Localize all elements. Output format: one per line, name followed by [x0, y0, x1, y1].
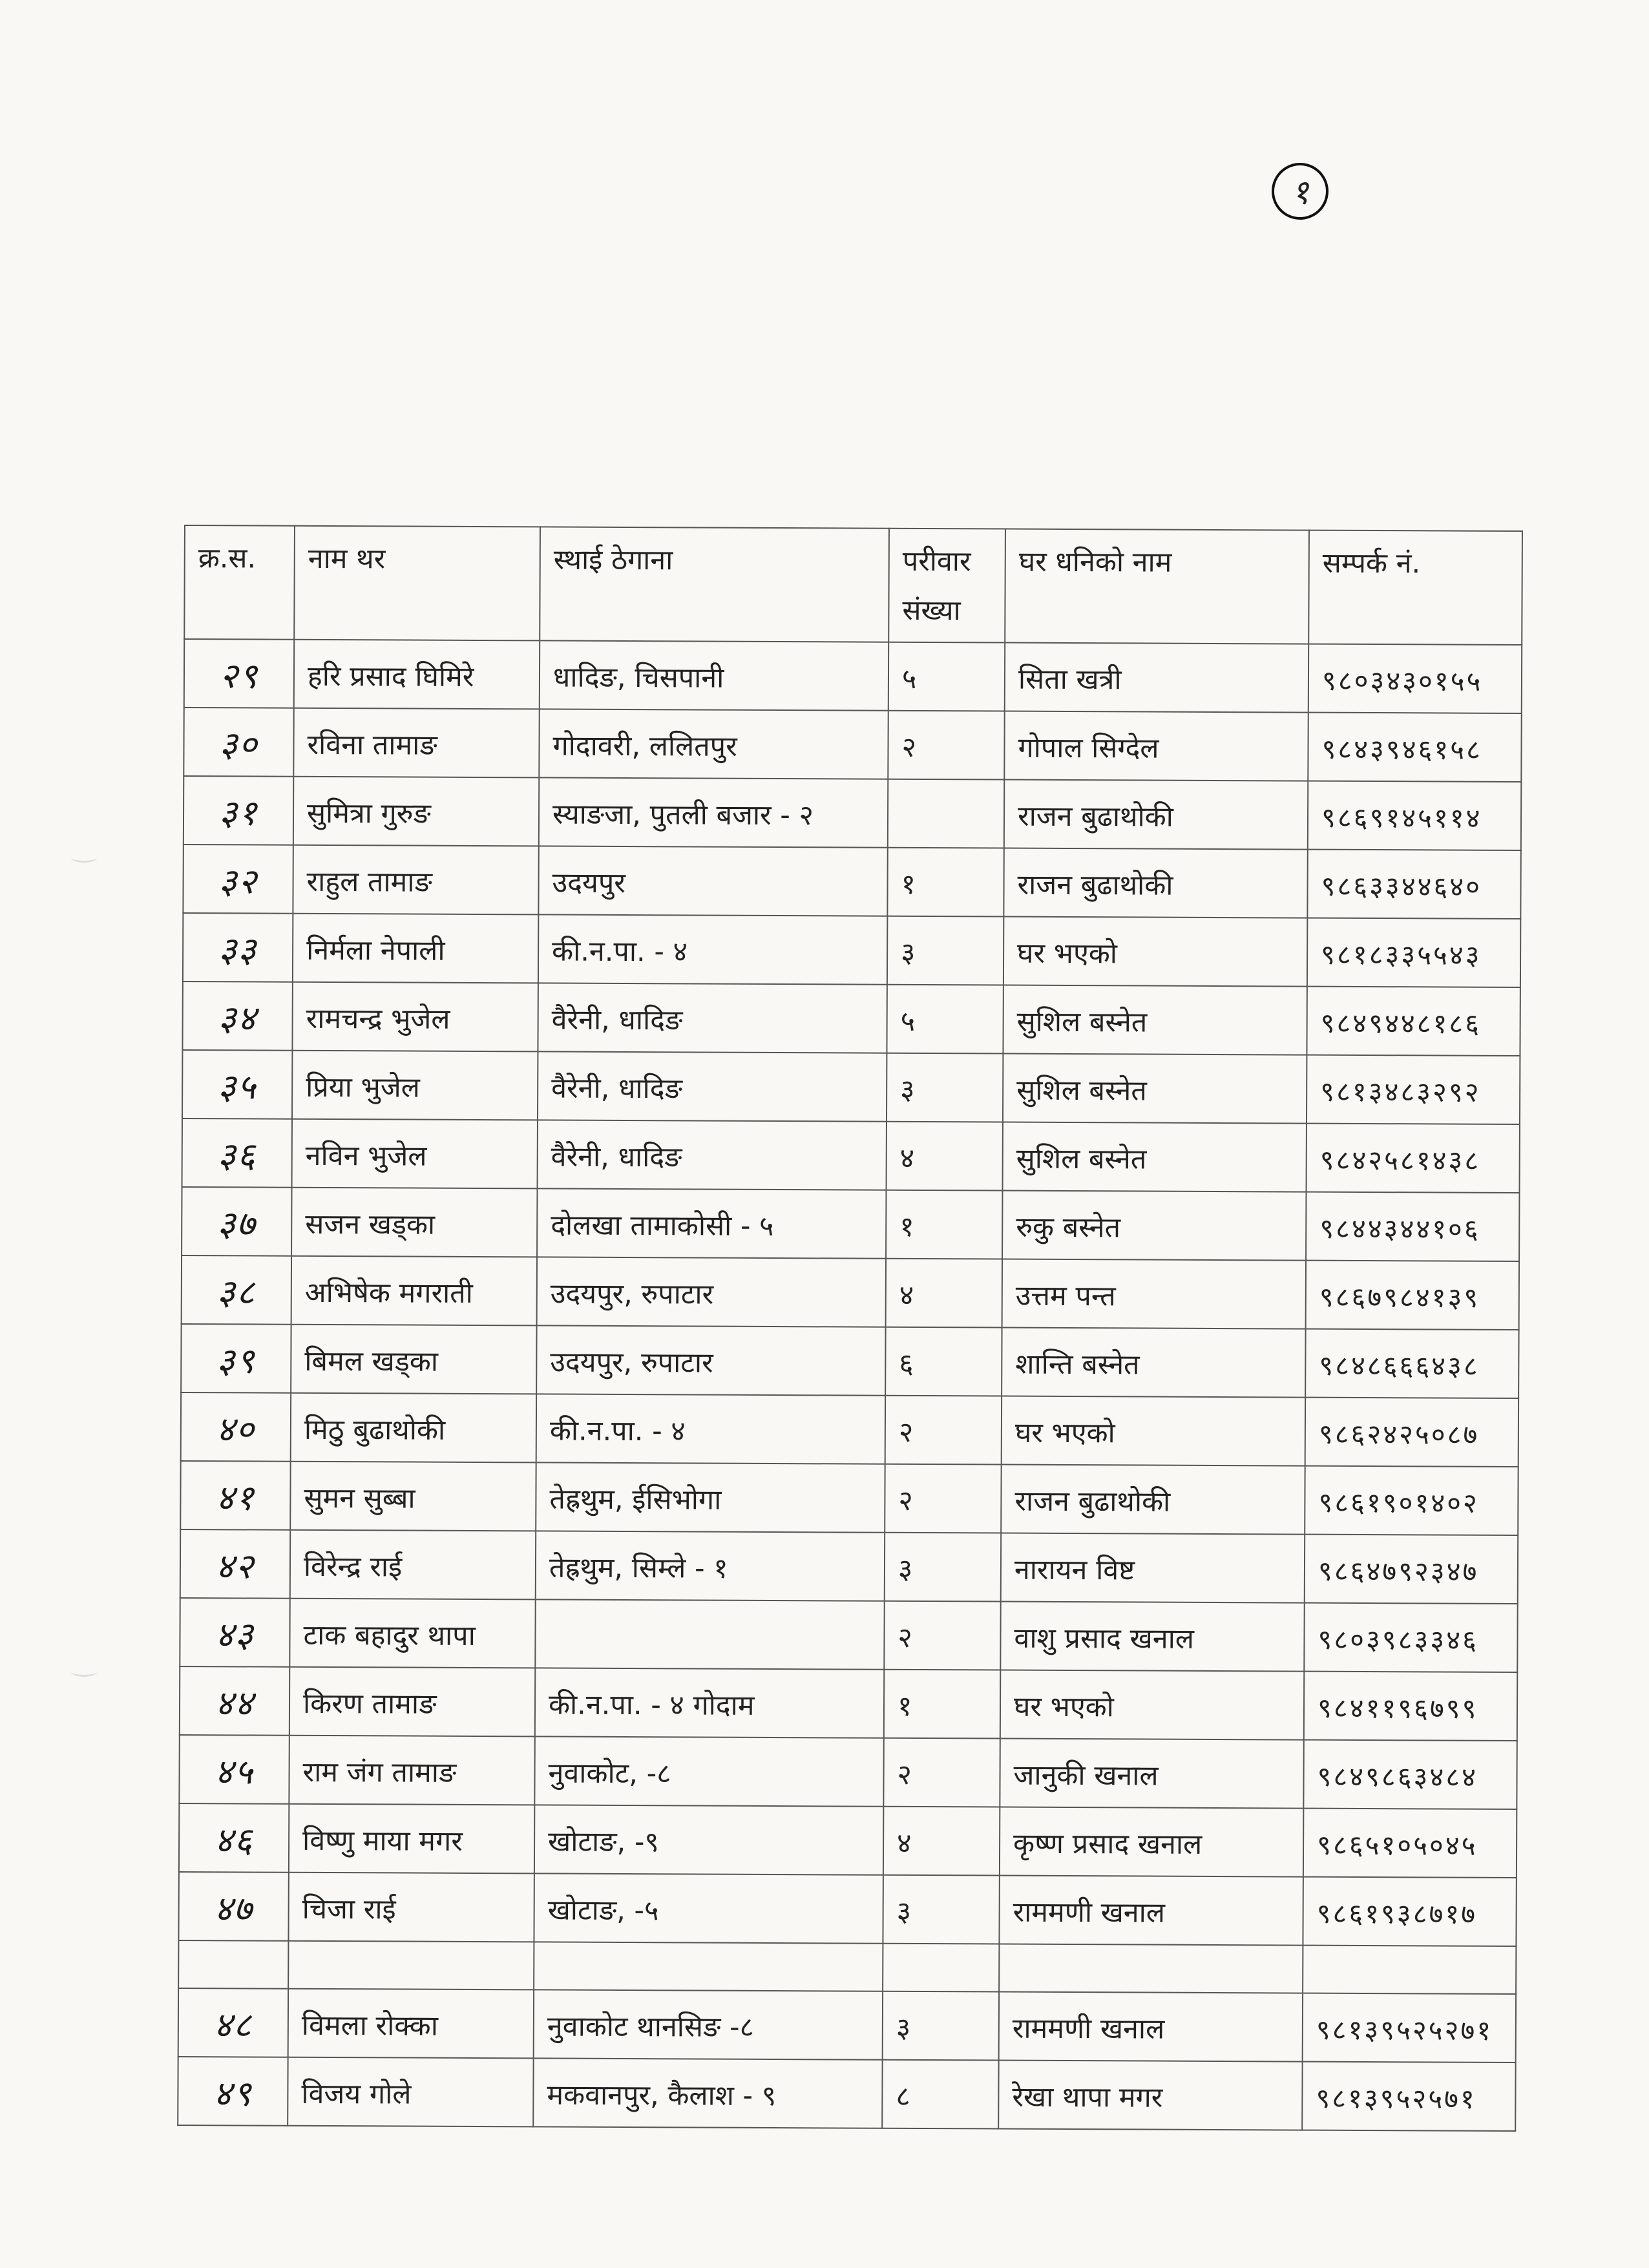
- cell-serial-number: ४८: [178, 1988, 288, 2057]
- cell-contact-number: ९८४२५८१४३८: [1307, 1124, 1520, 1193]
- table-row: [181, 1324, 1518, 1398]
- cell-contact-number: ९८६१९३८७१७: [1303, 1877, 1516, 1946]
- cell-contact-number: ९८४९४४८१८६: [1307, 987, 1520, 1056]
- cell-permanent-address: खोटाङ, -५: [534, 1873, 883, 1943]
- cell-name: सुमन सुब्बा: [290, 1462, 536, 1531]
- cell-name: बिमल खड्का: [291, 1325, 536, 1394]
- cell-permanent-address: गोदावरी, ललितपुर: [539, 709, 888, 779]
- cell-name: टाक बहादुर थापा: [289, 1599, 535, 1668]
- table-row: [180, 1529, 1518, 1604]
- cell-contact-number: ९८४३९४६१५८: [1308, 713, 1521, 782]
- cell-house-owner: रुकु बस्नेत: [1002, 1191, 1306, 1261]
- cell-family-count: २: [883, 1738, 1000, 1807]
- cell-family-count: ३: [883, 1875, 999, 1944]
- cell-house-owner: राजन बुढाथोकी: [1001, 1465, 1305, 1535]
- cell-name: चिजा राई: [288, 1873, 534, 1942]
- cell-family-count: १: [887, 848, 1003, 917]
- cell-permanent-address: नुवाकोट, -८: [534, 1736, 883, 1806]
- cell-permanent-address: उदयपुर, रुपाटार: [537, 1257, 886, 1327]
- cell-serial-number: ३१: [184, 776, 293, 845]
- cell-family-count: ४: [883, 1807, 1000, 1876]
- cell-name: विमला रोक्का: [288, 1989, 534, 2059]
- cell-house-owner: राजन बुढाथोकी: [1004, 780, 1308, 850]
- cell-contact-number: ९८६९१४५११४: [1308, 781, 1521, 850]
- cell-contact-number: [1303, 1946, 1516, 1994]
- header-name: नाम थर: [294, 526, 540, 641]
- cell-serial-number: ४५: [179, 1735, 289, 1804]
- cell-serial-number: ३८: [182, 1255, 291, 1325]
- cell-house-owner: सिता खत्री: [1005, 643, 1308, 713]
- cell-contact-number: ९८०३९८३३४६: [1304, 1603, 1517, 1672]
- cell-family-count: ४: [887, 1122, 1003, 1191]
- cell-name: रविना तामाङ: [293, 708, 539, 778]
- cell-house-owner: सुशिल बस्नेत: [1003, 1054, 1307, 1124]
- cell-serial-number: ४२: [180, 1529, 290, 1599]
- cell-serial-number: ४०: [181, 1392, 291, 1462]
- cell-serial-number: ३७: [182, 1187, 291, 1256]
- cell-family-count: ३: [887, 1053, 1003, 1122]
- cell-contact-number: ९८१८३३५५४३: [1307, 918, 1520, 987]
- cell-contact-number: ९८१३४८३२९२: [1307, 1055, 1520, 1124]
- cell-contact-number: ९८६२४२५०८७: [1305, 1398, 1518, 1467]
- cell-serial-number: ३०: [184, 708, 293, 777]
- table-row: [184, 776, 1521, 850]
- cell-name: नविन भुजेल: [292, 1119, 538, 1189]
- cell-permanent-address: वैरेनी, धादिङ: [538, 983, 887, 1053]
- cell-contact-number: ९८१३९५२५२७१: [1303, 1993, 1516, 2063]
- header-contact-number: सम्पर्क नं.: [1308, 530, 1522, 645]
- cell-permanent-address: [535, 1599, 884, 1669]
- cell-serial-number: ३४: [182, 982, 292, 1051]
- cell-house-owner: घर भएको: [1002, 1396, 1305, 1466]
- cell-house-owner: [999, 1944, 1303, 1993]
- table-row: [180, 1598, 1517, 1672]
- cell-contact-number: ९८६४७९२३४७: [1305, 1535, 1518, 1604]
- cell-serial-number: [178, 1940, 288, 1989]
- cell-house-owner: नारायन विष्ट: [1001, 1533, 1305, 1603]
- punch-hole-mark: [71, 1667, 97, 1677]
- cell-family-count: [883, 1944, 999, 1992]
- cell-contact-number: ९८४८६६६४३८: [1305, 1329, 1518, 1398]
- cell-name: अभिषेक मगराती: [291, 1256, 537, 1326]
- table-row: [184, 708, 1521, 782]
- cell-permanent-address: नुवाकोट थानसिङ -८: [534, 1990, 883, 2059]
- cell-name: सुमित्रा गुरुङ: [293, 777, 539, 846]
- table-row: [179, 1735, 1517, 1809]
- cell-house-owner: गोपाल सिग्देल: [1004, 711, 1308, 781]
- cell-contact-number: ९८६७९८४१३९: [1306, 1261, 1519, 1330]
- cell-family-count: [888, 779, 1004, 848]
- cell-family-count: ६: [885, 1327, 1002, 1396]
- cell-permanent-address: तेह्रथुम, सिम्ले - १: [536, 1531, 885, 1601]
- cell-house-owner: सुशिल बस्नेत: [1003, 985, 1307, 1055]
- cell-serial-number: ४७: [178, 1872, 288, 1941]
- cell-serial-number: ३५: [182, 1050, 292, 1119]
- cell-permanent-address: स्याङजा, पुतली बजार - २: [539, 777, 888, 847]
- cell-name: किरण तामाङ: [289, 1667, 535, 1737]
- table-row: [184, 639, 1522, 713]
- cell-house-owner: जानुकी खनाल: [1000, 1739, 1303, 1809]
- cell-permanent-address: की.न.पा. - ४: [536, 1394, 885, 1464]
- cell-permanent-address: उदयपुर: [538, 846, 887, 916]
- cell-name: राहुल तामाङ: [293, 845, 538, 915]
- cell-family-count: ३: [883, 1991, 999, 2061]
- cell-serial-number: ३३: [183, 913, 293, 982]
- punch-hole-mark: [71, 853, 97, 863]
- cell-permanent-address: की.न.पा. - ४ गोदाम: [535, 1668, 884, 1738]
- cell-permanent-address: तेह्रथुम, ईसिभोगा: [536, 1462, 885, 1532]
- cell-name: विष्णु माया मगर: [289, 1804, 534, 1874]
- cell-permanent-address: [534, 1942, 883, 1991]
- cell-name: विजय गोले: [288, 2057, 533, 2127]
- cell-family-count: ३: [885, 1533, 1001, 1602]
- header-house-owner: घर धनिको नाम: [1005, 529, 1309, 644]
- cell-name: [288, 1941, 534, 1990]
- cell-contact-number: ९८४४३४४१०६: [1306, 1192, 1519, 1261]
- page-number: १: [1268, 159, 1332, 223]
- cell-permanent-address: वैरेनी, धादिङ: [538, 1120, 887, 1190]
- cell-permanent-address: धादिङ, चिसपानी: [540, 640, 888, 710]
- table-row: [183, 845, 1520, 919]
- cell-contact-number: ९८६१९०१४०२: [1305, 1466, 1518, 1535]
- cell-name: मिठु बुढाथोकी: [291, 1393, 536, 1463]
- table-row: [178, 1940, 1516, 1994]
- cell-permanent-address: की.न.पा. - ४: [538, 914, 887, 984]
- cell-contact-number: ९८१३९५२५७१: [1302, 2062, 1515, 2131]
- table-row: [182, 982, 1520, 1056]
- cell-family-count: १: [886, 1190, 1002, 1259]
- table-row: [182, 1118, 1520, 1193]
- cell-house-owner: राममणी खनाल: [999, 1992, 1303, 2062]
- table-row: [178, 1872, 1516, 1946]
- cell-house-owner: राजन बुढाथोकी: [1003, 848, 1307, 918]
- cell-family-count: १: [884, 1670, 1000, 1739]
- cell-contact-number: ९८०३४३०१५५: [1308, 644, 1522, 713]
- table-row: [179, 1803, 1517, 1878]
- cell-serial-number: ४६: [179, 1803, 289, 1873]
- cell-house-owner: शान्ति बस्नेत: [1002, 1328, 1305, 1398]
- cell-serial-number: ४९: [178, 2057, 288, 2126]
- cell-family-count: ४: [886, 1259, 1002, 1328]
- table-row: [181, 1392, 1518, 1467]
- cell-house-owner: वाशु प्रसाद खनाल: [1000, 1602, 1304, 1672]
- cell-family-count: ८: [882, 2060, 998, 2129]
- table-row: [182, 1255, 1519, 1330]
- cell-permanent-address: वैरेनी, धादिङ: [538, 1051, 887, 1121]
- cell-serial-number: ३९: [181, 1324, 291, 1393]
- cell-house-owner: घर भएको: [1000, 1670, 1304, 1740]
- cell-family-count: ३: [887, 916, 1003, 985]
- cell-permanent-address: खोटाङ, -९: [534, 1805, 883, 1874]
- cell-name: निर्मला नेपाली: [293, 914, 538, 983]
- cell-name: विरेन्द्र राई: [290, 1530, 536, 1600]
- cell-family-count: ५: [887, 985, 1003, 1054]
- table-row: [178, 2057, 1515, 2131]
- cell-family-count: २: [884, 1601, 1000, 1670]
- cell-family-count: २: [885, 1464, 1001, 1533]
- table-row: [180, 1461, 1518, 1535]
- header-serial-number: क्र.स.: [184, 525, 295, 640]
- tenant-register-table: [177, 525, 1523, 2132]
- cell-house-owner: रेखा थापा मगर: [998, 2061, 1302, 2130]
- cell-contact-number: ९८६३३४४६४०: [1307, 850, 1520, 919]
- cell-contact-number: ९८४११९६७९९: [1304, 1672, 1517, 1741]
- table-row: [178, 1988, 1516, 2063]
- table-row: [182, 1187, 1519, 1261]
- cell-family-count: २: [888, 711, 1004, 780]
- cell-serial-number: ३६: [182, 1118, 292, 1188]
- cell-serial-number: २९: [184, 639, 294, 708]
- cell-house-owner: राममणी खनाल: [999, 1876, 1303, 1946]
- cell-permanent-address: दोलखा तामाकोसी - ५: [537, 1188, 886, 1258]
- cell-permanent-address: उदयपुर, रुपाटार: [536, 1325, 885, 1395]
- cell-serial-number: ३२: [183, 845, 293, 914]
- cell-family-count: २: [885, 1396, 1002, 1465]
- table-row: [183, 913, 1520, 987]
- cell-name: प्रिया भुजेल: [292, 1051, 538, 1120]
- cell-house-owner: घर भएको: [1003, 917, 1307, 987]
- table-body: [178, 639, 1522, 2131]
- cell-house-owner: उत्तम पन्त: [1002, 1259, 1306, 1329]
- cell-family-count: ५: [888, 642, 1005, 711]
- cell-contact-number: ९८६५१०५०४५: [1303, 1809, 1517, 1878]
- cell-serial-number: ४१: [180, 1461, 290, 1530]
- cell-house-owner: सुशिल बस्नेत: [1003, 1122, 1307, 1192]
- cell-permanent-address: मकवानपुर, कैलाश - ९: [533, 2058, 882, 2128]
- cell-name: रामचन्द्र भुजेल: [292, 982, 538, 1052]
- cell-house-owner: कृष्ण प्रसाद खनाल: [1000, 1807, 1303, 1877]
- table-header-row: [184, 525, 1522, 645]
- cell-name: हरि प्रसाद घिमिरे: [294, 640, 540, 709]
- cell-serial-number: ४४: [180, 1666, 289, 1736]
- table-row: [182, 1050, 1520, 1124]
- header-permanent-address: स्थाई ठेगाना: [540, 527, 889, 642]
- cell-serial-number: ४३: [180, 1598, 289, 1667]
- cell-name: सजन खड्का: [291, 1188, 537, 1257]
- cell-contact-number: ९८४९८६३४८४: [1303, 1740, 1517, 1809]
- header-family-count: परीवार संख्या: [888, 529, 1005, 643]
- cell-name: राम जंग तामाङ: [289, 1736, 534, 1805]
- table-row: [180, 1666, 1517, 1741]
